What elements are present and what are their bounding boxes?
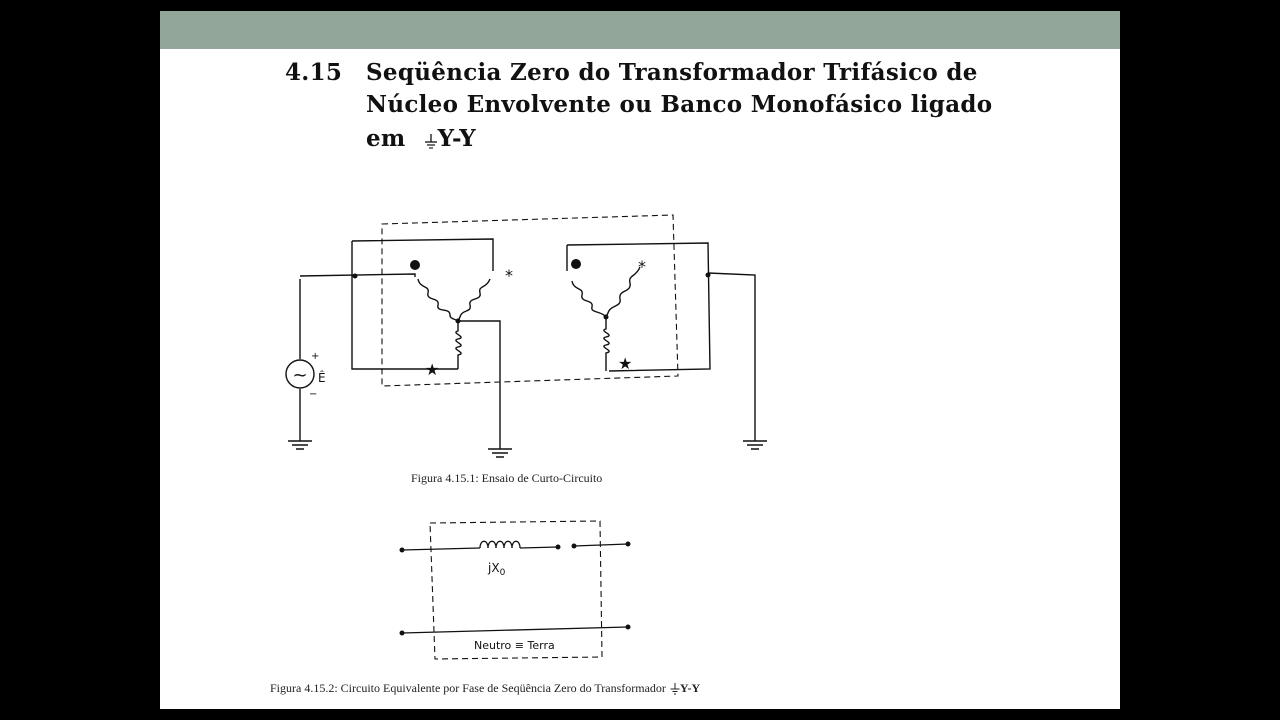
svg-text:jX0 xyxy=(487,561,506,578)
polarity-asterisk-left: * xyxy=(505,266,513,285)
ground-neutral xyxy=(488,449,512,457)
caption-connection: Y-Y xyxy=(679,681,701,695)
reactance-subscript: 0 xyxy=(499,568,506,578)
title-prefix: em xyxy=(366,125,406,152)
polarity-dot-right xyxy=(571,259,581,269)
slide xyxy=(160,11,1120,709)
top-wire-middle xyxy=(520,547,558,548)
ground-right xyxy=(743,441,767,449)
ground-icon xyxy=(670,681,680,695)
section-number: 4.15 xyxy=(285,59,343,86)
figure-4-15-1-caption: Figura 4.15.1: Ensaio de Curto-Circuito xyxy=(411,471,603,485)
figure-4-15-1-diagram xyxy=(280,201,780,461)
section-title-line-3 xyxy=(366,125,476,152)
right-coil-b xyxy=(606,267,640,317)
top-wire-right xyxy=(574,544,628,546)
reactance-label: jX xyxy=(488,561,500,575)
left-coil-c xyxy=(456,321,461,369)
source-minus: − xyxy=(309,389,318,400)
source-plus: + xyxy=(311,351,320,362)
left-coil-b xyxy=(458,279,490,321)
slide-header-bar xyxy=(160,11,1120,49)
connection-yy: Y-Y xyxy=(437,125,477,152)
left-neutral-wire xyxy=(458,321,500,449)
left-frame xyxy=(352,239,493,369)
right-coil-c xyxy=(604,317,609,371)
neutral-label: Neutro ≡ Terra xyxy=(474,639,555,652)
source-wire-top-h xyxy=(300,274,415,277)
source-symbol: ~ xyxy=(292,365,308,386)
left-coil-a xyxy=(418,279,458,321)
ground-left-source xyxy=(288,441,312,449)
figure-4-15-2-caption xyxy=(270,681,700,696)
ground-icon xyxy=(424,130,438,150)
polarity-asterisk-right: * xyxy=(638,257,646,276)
polarity-dot-left xyxy=(410,260,420,270)
bottom-wire xyxy=(402,627,628,633)
figure-4-15-2-diagram xyxy=(390,519,640,664)
source-label: Ê xyxy=(318,371,326,385)
top-wire-left xyxy=(402,548,480,550)
caption-text: Figura 4.15.2: Circuito Equivalente por Fase de Seqüência Zero do Transformador xyxy=(270,681,666,695)
section-title-line-2: Núcleo Envolvente ou Banco Monofásico ligado xyxy=(366,91,993,118)
reactance-coil xyxy=(480,541,520,548)
right-coil-a xyxy=(572,281,606,317)
polarity-star-right: ★ xyxy=(618,354,633,373)
section-title-line-1: Seqüência Zero do Transformador Trifásico de xyxy=(366,59,978,86)
right-line-wire xyxy=(708,273,755,441)
polarity-star-left: ★ xyxy=(425,360,440,379)
